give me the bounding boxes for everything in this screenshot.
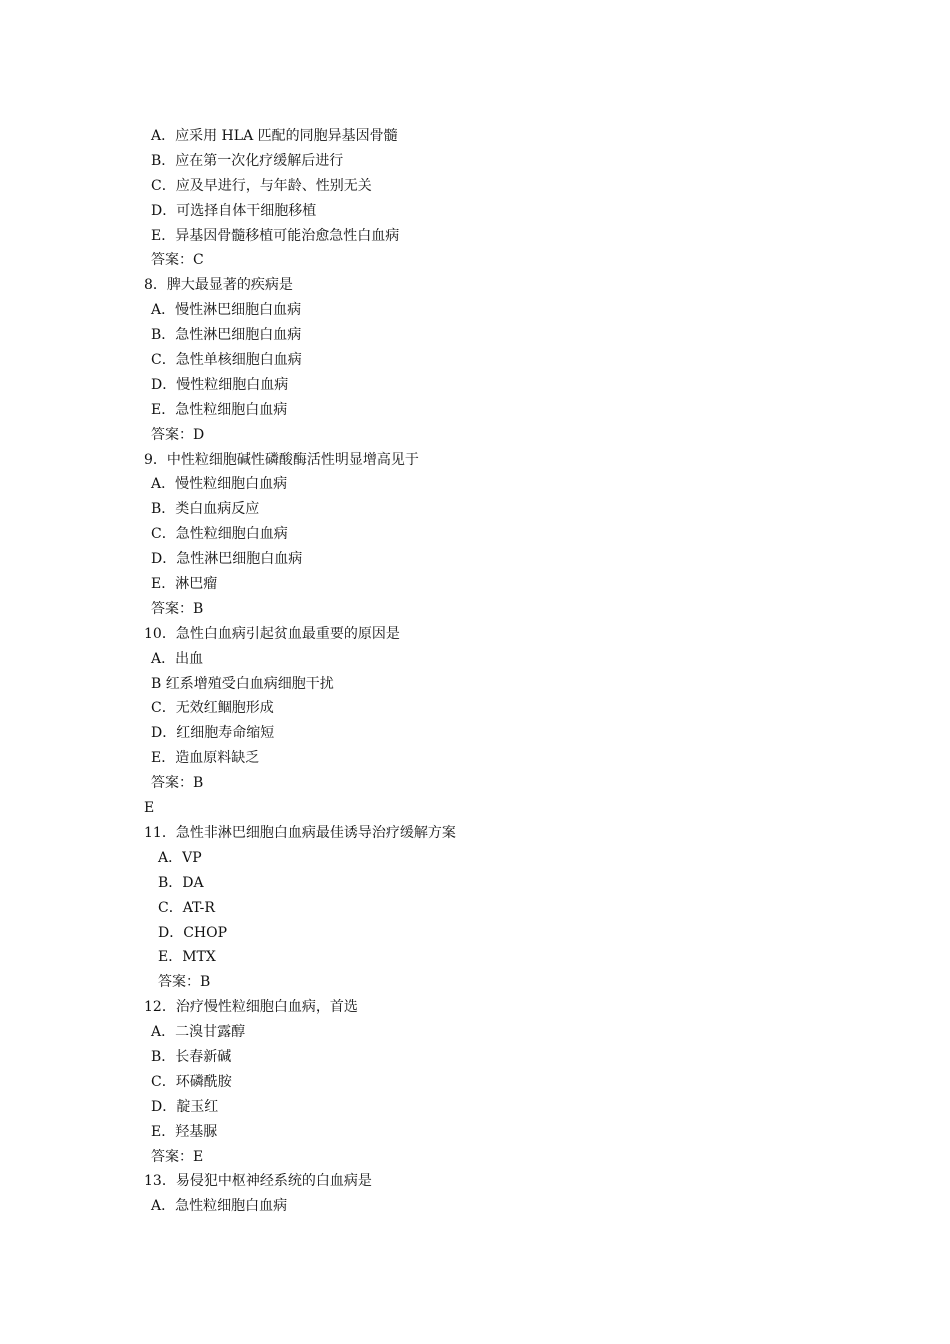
option-text: A．出血: [151, 650, 204, 667]
option-text: D．急性淋巴细胞白血病: [151, 551, 303, 568]
option-text: A．VP: [158, 849, 202, 866]
option-text: B．长春新碱: [151, 1048, 232, 1065]
option-text: D．可选择自体干细胞移植: [151, 202, 317, 219]
option-text: A．慢性粒细胞白血病: [151, 476, 288, 493]
option-text: E．淋巴瘤: [151, 576, 218, 593]
option-text: A．慢性淋巴细胞白血病: [151, 302, 302, 319]
answer-text: 答案：D: [151, 426, 205, 443]
question-text: 13．易侵犯中枢神经系统的白血病是: [144, 1173, 372, 1190]
option-text: C．应及早进行，与年龄、性别无关: [151, 177, 372, 194]
option-text: E．异基因骨髓移植可能治愈急性白血病: [151, 227, 400, 244]
option-text: C．AT-R: [158, 899, 215, 916]
question-text: 9．中性粒细胞碱性磷酸酶活性明显增高见于: [144, 451, 419, 468]
document-body: [0, 124, 950, 1219]
option-text: E．羟基脲: [151, 1123, 218, 1140]
option-text: D．红细胞寿命缩短: [151, 725, 275, 742]
stray-text: E: [144, 800, 155, 817]
question-text: 8．脾大最显著的疾病是: [144, 277, 293, 294]
option-text: C．环磷酰胺: [151, 1073, 232, 1090]
option-text: B．应在第一次化疗缓解后进行: [151, 152, 344, 169]
option-text: E．MTX: [158, 949, 216, 966]
question-text: 11．急性非淋巴细胞白血病最佳诱导治疗缓解方案: [144, 824, 456, 841]
option-text: D．CHOP: [158, 924, 228, 941]
option-text: C．急性粒细胞白血病: [151, 526, 288, 543]
option-text: A．应采用 HLA 匹配的同胞异基因骨髓: [151, 128, 398, 144]
option-text: D．靛玉红: [151, 1098, 219, 1115]
answer-text: 答案：E: [151, 1148, 204, 1165]
option-text: B．类白血病反应: [151, 501, 260, 518]
option-text: B．DA: [158, 874, 204, 891]
question-text: 12．治疗慢性粒细胞白血病，首选: [144, 999, 358, 1016]
option-text: C．无效红鲴胞形成: [151, 700, 274, 717]
option-text: E．急性粒细胞白血病: [151, 401, 288, 418]
option-text: B．急性淋巴细胞白血病: [151, 327, 302, 344]
answer-text: 答案：B: [151, 775, 204, 792]
option-text: A．急性粒细胞白血病: [151, 1198, 288, 1215]
answer-text: 答案：B: [158, 974, 211, 991]
option-text: D．慢性粒细胞白血病: [151, 376, 289, 393]
option-text: A．二溴甘露醇: [151, 1024, 246, 1041]
answer-text: 答案：C: [151, 252, 204, 269]
option-text: E．造血原料缺乏: [151, 750, 260, 767]
option-text: B 红系增殖受白血病细胞干扰: [151, 675, 334, 692]
answer-text: 答案：B: [151, 600, 204, 617]
option-text: C．急性单核细胞白血病: [151, 352, 302, 369]
question-text: 10．急性白血病引起贫血最重要的原因是: [144, 625, 400, 642]
